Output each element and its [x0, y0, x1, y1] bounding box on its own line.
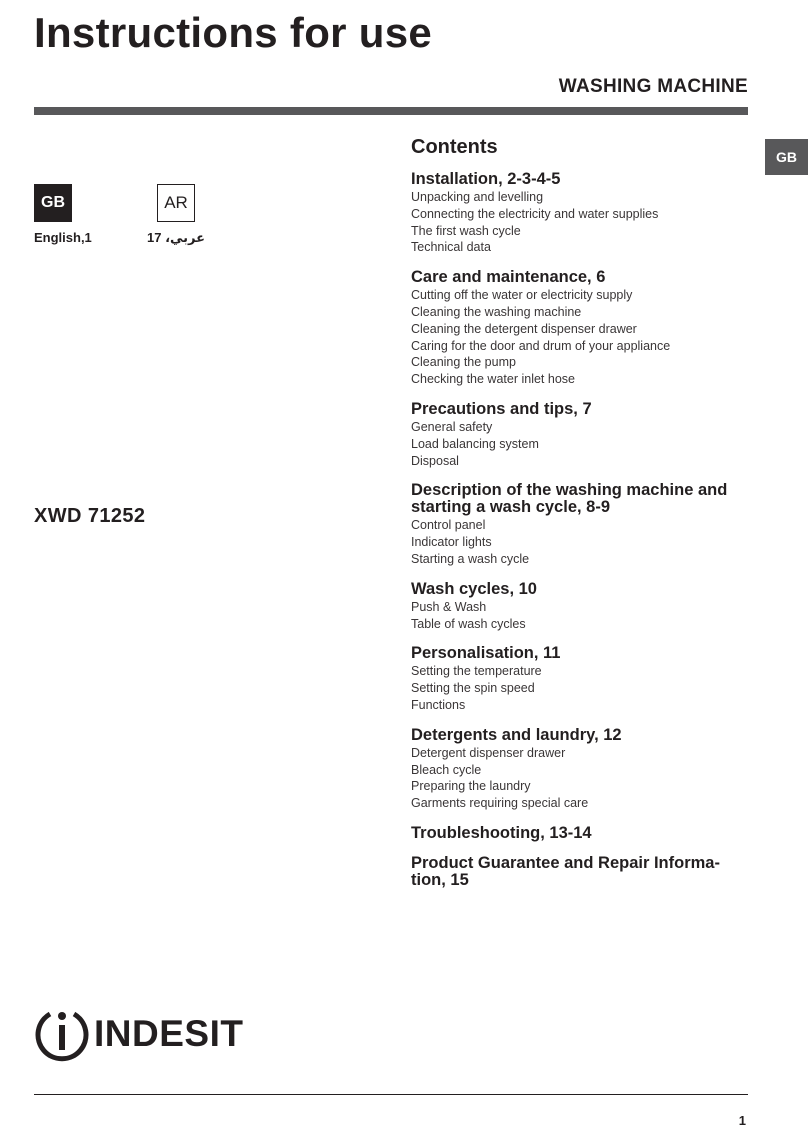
contents-section	[411, 727, 751, 812]
section-item[interactable]: Load balancing system	[411, 436, 539, 451]
section-item[interactable]: Table of wash cycles	[411, 616, 526, 631]
document-subtitle: WASHING MACHINE	[558, 76, 748, 97]
brand-name: INDESIT	[94, 1013, 244, 1054]
section-item[interactable]: Indicator lights	[411, 535, 492, 550]
contents-heading: Contents	[411, 136, 498, 158]
contents-sections	[411, 171, 751, 889]
language-ar-badge[interactable]: AR	[157, 184, 195, 222]
language-gb-label[interactable]: English,1	[34, 230, 92, 245]
section-item[interactable]: Push & Wash	[411, 599, 487, 614]
section-title[interactable]: Description of the washing machine and starting a wash cycle, 8-9	[411, 481, 728, 517]
header-rule	[34, 107, 748, 115]
language-side-tab: GB	[765, 139, 808, 175]
section-item[interactable]: Cleaning the washing machine	[411, 304, 582, 319]
section-title[interactable]: Detergents and laundry, 12	[411, 725, 622, 744]
section-item[interactable]: Cutting off the water or electricity supply	[411, 288, 633, 303]
footer-rule	[34, 1094, 748, 1095]
section-item[interactable]: General safety	[411, 419, 493, 434]
section-item[interactable]: Garments requiring special care	[411, 796, 589, 811]
brand-logo	[34, 1006, 244, 1062]
contents-section	[411, 825, 751, 842]
contents-section	[411, 855, 751, 889]
section-item[interactable]: Preparing the laundry	[411, 779, 531, 794]
section-item[interactable]: Functions	[411, 697, 466, 712]
section-title[interactable]: Wash cycles, 10	[411, 579, 537, 598]
section-item[interactable]: Starting a wash cycle	[411, 551, 530, 566]
table-of-contents	[411, 136, 751, 902]
contents-section	[411, 645, 751, 713]
section-item[interactable]: Control panel	[411, 518, 486, 533]
brand-logo-icon	[34, 1006, 90, 1062]
section-item[interactable]: Technical data	[411, 240, 491, 255]
section-title[interactable]: Precautions and tips, 7	[411, 399, 592, 418]
contents-section	[411, 482, 751, 567]
language-gb-badge[interactable]: GB	[34, 184, 72, 222]
contents-section	[411, 401, 751, 469]
section-title[interactable]: Troubleshooting, 13-14	[411, 823, 592, 842]
section-item[interactable]: Cleaning the pump	[411, 355, 516, 370]
contents-section	[411, 269, 751, 388]
section-item[interactable]: Cleaning the detergent dispenser drawer	[411, 321, 637, 336]
section-title[interactable]: Personalisation, 11	[411, 644, 561, 663]
contents-section	[411, 581, 751, 633]
section-title[interactable]: Installation, 2-3-4-5	[411, 170, 561, 188]
section-item[interactable]: Disposal	[411, 453, 459, 468]
section-item[interactable]: Caring for the door and drum of your appliance	[411, 338, 671, 353]
section-item[interactable]: The first wash cycle	[411, 223, 521, 238]
section-item[interactable]: Setting the temperature	[411, 664, 542, 679]
model-number: XWD 71252	[34, 505, 146, 527]
section-item[interactable]: Bleach cycle	[411, 762, 482, 777]
contents-section	[411, 171, 751, 256]
page-number: 1	[738, 1113, 746, 1128]
section-item[interactable]: Setting the spin speed	[411, 681, 535, 696]
section-title[interactable]: Product Guarantee and Repair Informa-tion, 15	[411, 853, 720, 889]
section-item[interactable]: Connecting the electricity and water supplies	[411, 206, 659, 221]
section-title[interactable]: Care and maintenance, 6	[411, 268, 606, 287]
language-ar-label[interactable]: عربي، 17	[147, 230, 206, 245]
section-item[interactable]: Checking the water inlet hose	[411, 372, 575, 387]
section-item[interactable]: Detergent dispenser drawer	[411, 745, 566, 760]
section-item[interactable]: Unpacking and levelling	[411, 190, 544, 204]
page-title: Instructions for use	[34, 9, 433, 56]
